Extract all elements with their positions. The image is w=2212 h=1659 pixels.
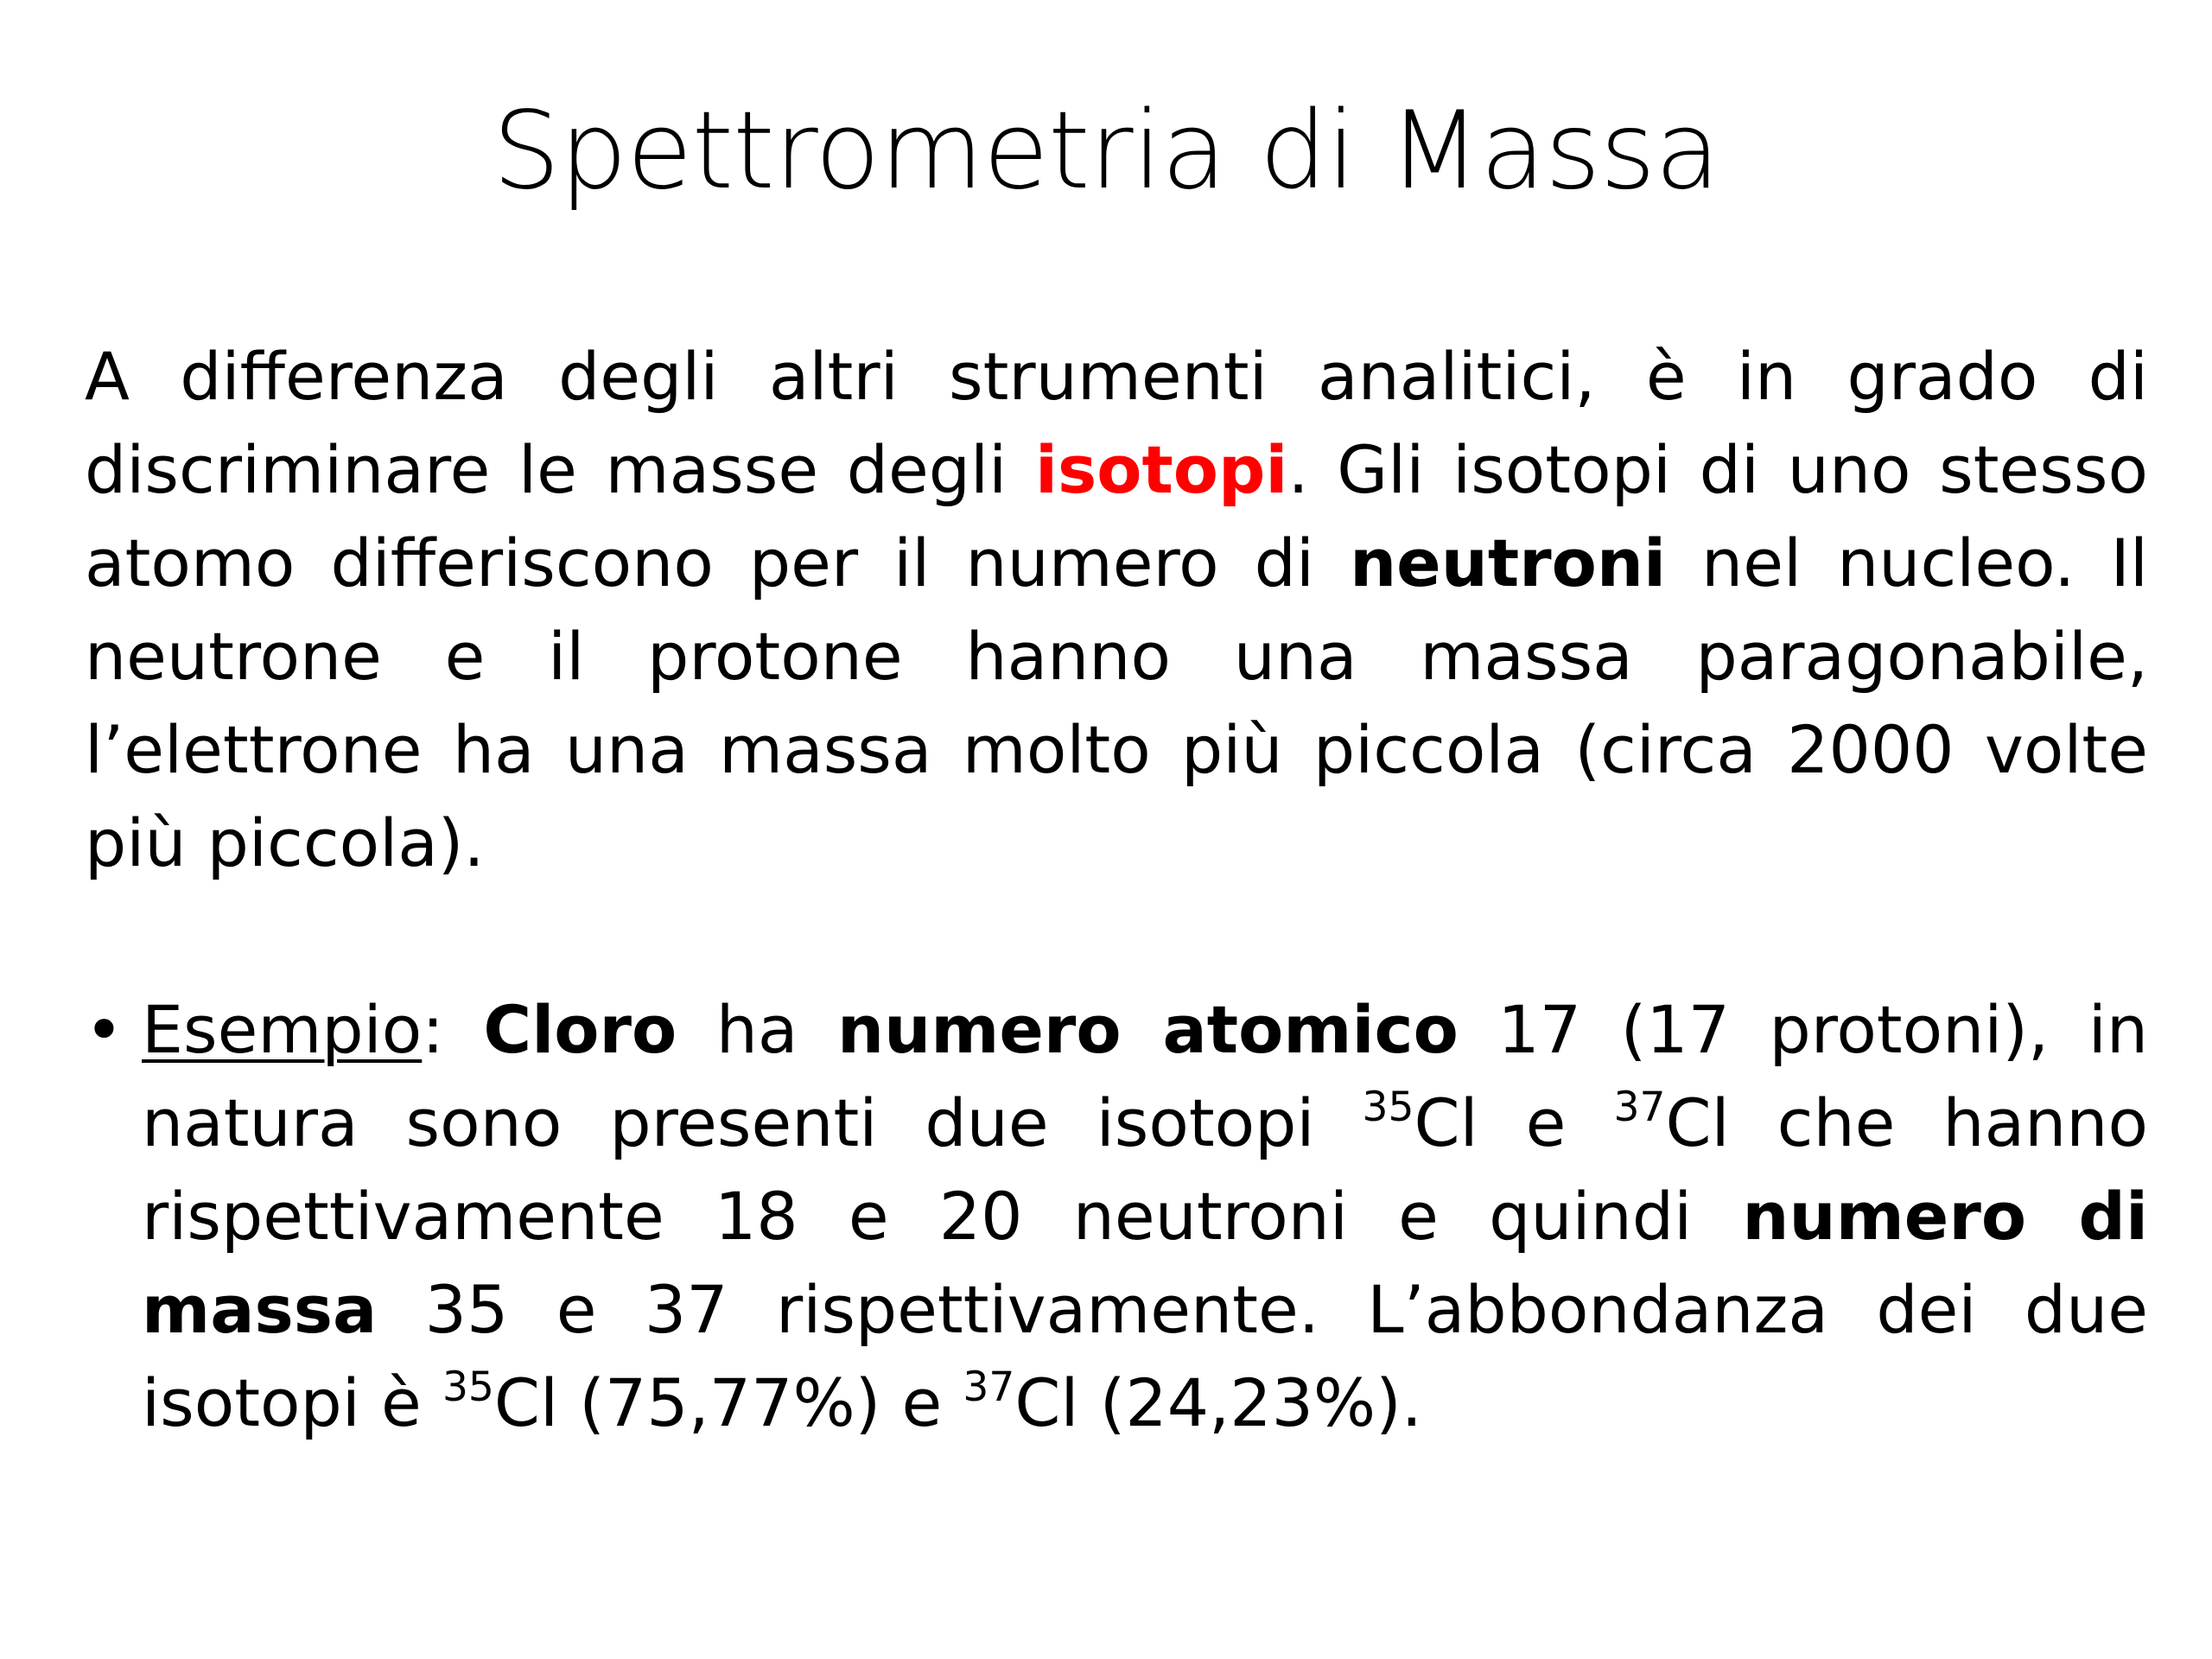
neutroni-bold: neutroni [1350,524,1666,601]
intro-text-1: A differenza degli altri strumenti analitici, è in grado di discriminare le masse degli [85,338,2148,508]
example-bullet [85,983,2148,1450]
bullet-text-ha: ha [677,991,837,1068]
slide-title: Spettrometria di Massa [492,89,1720,213]
intro-text-3: nel nucleo. Il neutrone e il protone hanno una massa paragonabile, l’elettrone ha una massa molto più piccola (circa 2000 volte più piccola). [85,524,2148,881]
numero-di-massa-bold: numero di massa [142,1178,2148,1348]
bullet-icon: • [85,991,124,1068]
mass-number-superscript: 35 [442,1363,494,1411]
mass-number-superscript: 37 [963,1363,1015,1411]
numero-atomico-bold: numero atomico [836,991,1459,1068]
colon-text: : [422,991,484,1068]
mass-number-superscript: 37 [1613,1083,1666,1131]
paragraph-spacer [85,890,2148,983]
cloro-bold: Cloro [483,991,677,1068]
isotopi-highlight: isotopi [1034,431,1288,508]
slide-body [85,330,2148,1450]
intro-paragraph [85,330,2148,890]
bullet-text-b: Cl e [1414,1084,1614,1161]
mass-number-superscript: 35 [1362,1083,1414,1131]
intro-text-2: . Gli isotopi di uno stesso atomo differiscono per il numero di [85,431,2149,601]
bullet-text-a: 17 (17 protoni), in natura sono presenti due isotopi [142,991,2149,1161]
bullet-text-c: Cl che hanno rispettivamente 18 e 20 neutroni e quindi [142,1084,2148,1255]
bullet-text-e: Cl (75,77%) e [493,1364,963,1441]
bullet-text-d: 35 e 37 rispettivamente. L’abbondanza dei due isotopi è [142,1271,2148,1441]
bullet-text-f: Cl (24,23%). [1014,1364,1422,1441]
esempio-label: Esempio [142,991,423,1068]
